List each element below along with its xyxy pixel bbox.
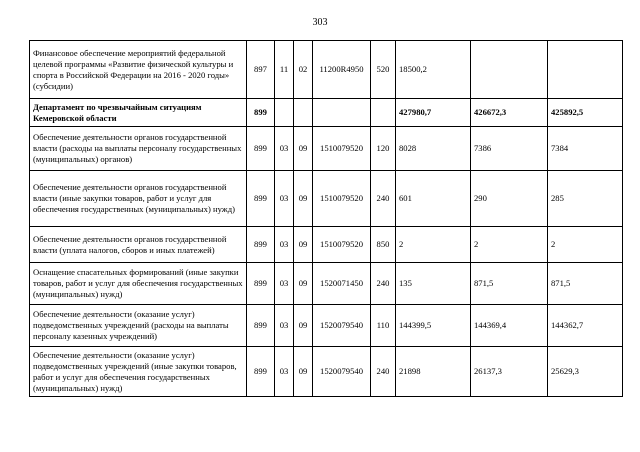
section-cell: 03 (275, 127, 294, 171)
amount-year2-cell: 144369,4 (471, 305, 548, 347)
amount-year3-cell: 7384 (548, 127, 623, 171)
amount-year3-cell: 871,5 (548, 263, 623, 305)
amount-year1-cell: 21898 (396, 347, 471, 397)
amount-year2-cell: 2 (471, 227, 548, 263)
target-article-cell: 1510079520 (313, 127, 371, 171)
item-name-cell: Финансовое обеспечение мероприятий федеральной целевой программы «Развитие физической культуры и спорта в Российской Федерации на 2016 - 2020 годы» (субсидии) (30, 41, 247, 99)
section-cell: 03 (275, 263, 294, 305)
item-name-cell: Обеспечение деятельности органов государственной власти (расходы на выплаты персоналу государственных (муниципальных) органов) (30, 127, 247, 171)
amount-year3-cell: 25629,3 (548, 347, 623, 397)
ved-code-cell: 899 (247, 305, 275, 347)
ved-code-cell: 899 (247, 347, 275, 397)
item-name-cell: Обеспечение деятельности (оказание услуг) подведомственных учреждений (расходы на выплаты персоналу казенных учреждений) (30, 305, 247, 347)
expense-type-cell (371, 99, 396, 127)
subsection-cell: 09 (294, 263, 313, 305)
subsection-cell: 02 (294, 41, 313, 99)
subsection-cell: 09 (294, 127, 313, 171)
ved-code-cell: 899 (247, 227, 275, 263)
table-row (30, 263, 623, 305)
subsection-cell: 09 (294, 347, 313, 397)
item-name-cell: Обеспечение деятельности (оказание услуг) подведомственных учреждений (иные закупки товаров, работ и услуг для обеспечения государственных (муниципальных) нужд) (30, 347, 247, 397)
amount-year3-cell: 425892,5 (548, 99, 623, 127)
budget-table (29, 40, 623, 397)
subsection-cell (294, 99, 313, 127)
item-name-cell: Обеспечение деятельности органов государственной власти (уплата налогов, сборов и иных платежей) (30, 227, 247, 263)
amount-year2-cell: 290 (471, 171, 548, 227)
amount-year2-cell (471, 41, 548, 99)
section-cell: 11 (275, 41, 294, 99)
ved-code-cell: 899 (247, 171, 275, 227)
subsection-cell: 09 (294, 227, 313, 263)
amount-year1-cell: 135 (396, 263, 471, 305)
expense-type-cell: 240 (371, 347, 396, 397)
page-number: 303 (312, 17, 328, 28)
ved-code-cell: 897 (247, 41, 275, 99)
section-cell: 03 (275, 171, 294, 227)
amount-year1-cell: 8028 (396, 127, 471, 171)
subsection-cell: 09 (294, 305, 313, 347)
amount-year1-cell: 18500,2 (396, 41, 471, 99)
item-name-cell: Обеспечение деятельности органов государственной власти (иные закупки товаров, работ и услуг для обеспечения государственных (муниципальных) нужд) (30, 171, 247, 227)
target-article-cell: 1520079540 (313, 305, 371, 347)
amount-year2-cell: 7386 (471, 127, 548, 171)
amount-year2-cell: 26137,3 (471, 347, 548, 397)
amount-year1-cell: 427980,7 (396, 99, 471, 127)
amount-year1-cell: 144399,5 (396, 305, 471, 347)
target-article-cell (313, 99, 371, 127)
item-name-cell: Оснащение спасательных формирований (иные закупки товаров, работ и услуг для обеспечения государственных (муниципальных) нужд) (30, 263, 247, 305)
target-article-cell: 1510079520 (313, 171, 371, 227)
department-row (30, 99, 623, 127)
ved-code-cell: 899 (247, 99, 275, 127)
target-article-cell: 1510079520 (313, 227, 371, 263)
amount-year2-cell: 871,5 (471, 263, 548, 305)
section-cell: 03 (275, 305, 294, 347)
expense-type-cell: 520 (371, 41, 396, 99)
section-cell (275, 99, 294, 127)
expense-type-cell: 240 (371, 263, 396, 305)
target-article-cell: 1520079540 (313, 347, 371, 397)
table-row (30, 171, 623, 227)
target-article-cell: 1520071450 (313, 263, 371, 305)
section-cell: 03 (275, 347, 294, 397)
amount-year1-cell: 2 (396, 227, 471, 263)
expense-type-cell: 110 (371, 305, 396, 347)
target-article-cell: 11200R4950 (313, 41, 371, 99)
item-name-cell: Департамент по чрезвычайным ситуациям Кемеровской области (30, 99, 247, 127)
amount-year2-cell: 426672,3 (471, 99, 548, 127)
table-row (30, 347, 623, 397)
amount-year3-cell (548, 41, 623, 99)
amount-year3-cell: 2 (548, 227, 623, 263)
section-cell: 03 (275, 227, 294, 263)
table-row (30, 127, 623, 171)
subsection-cell: 09 (294, 171, 313, 227)
expense-type-cell: 120 (371, 127, 396, 171)
table-row (30, 305, 623, 347)
ved-code-cell: 899 (247, 127, 275, 171)
amount-year3-cell: 144362,7 (548, 305, 623, 347)
expense-type-cell: 850 (371, 227, 396, 263)
table-row (30, 227, 623, 263)
table-row (30, 41, 623, 99)
ved-code-cell: 899 (247, 263, 275, 305)
amount-year1-cell: 601 (396, 171, 471, 227)
expense-type-cell: 240 (371, 171, 396, 227)
amount-year3-cell: 285 (548, 171, 623, 227)
